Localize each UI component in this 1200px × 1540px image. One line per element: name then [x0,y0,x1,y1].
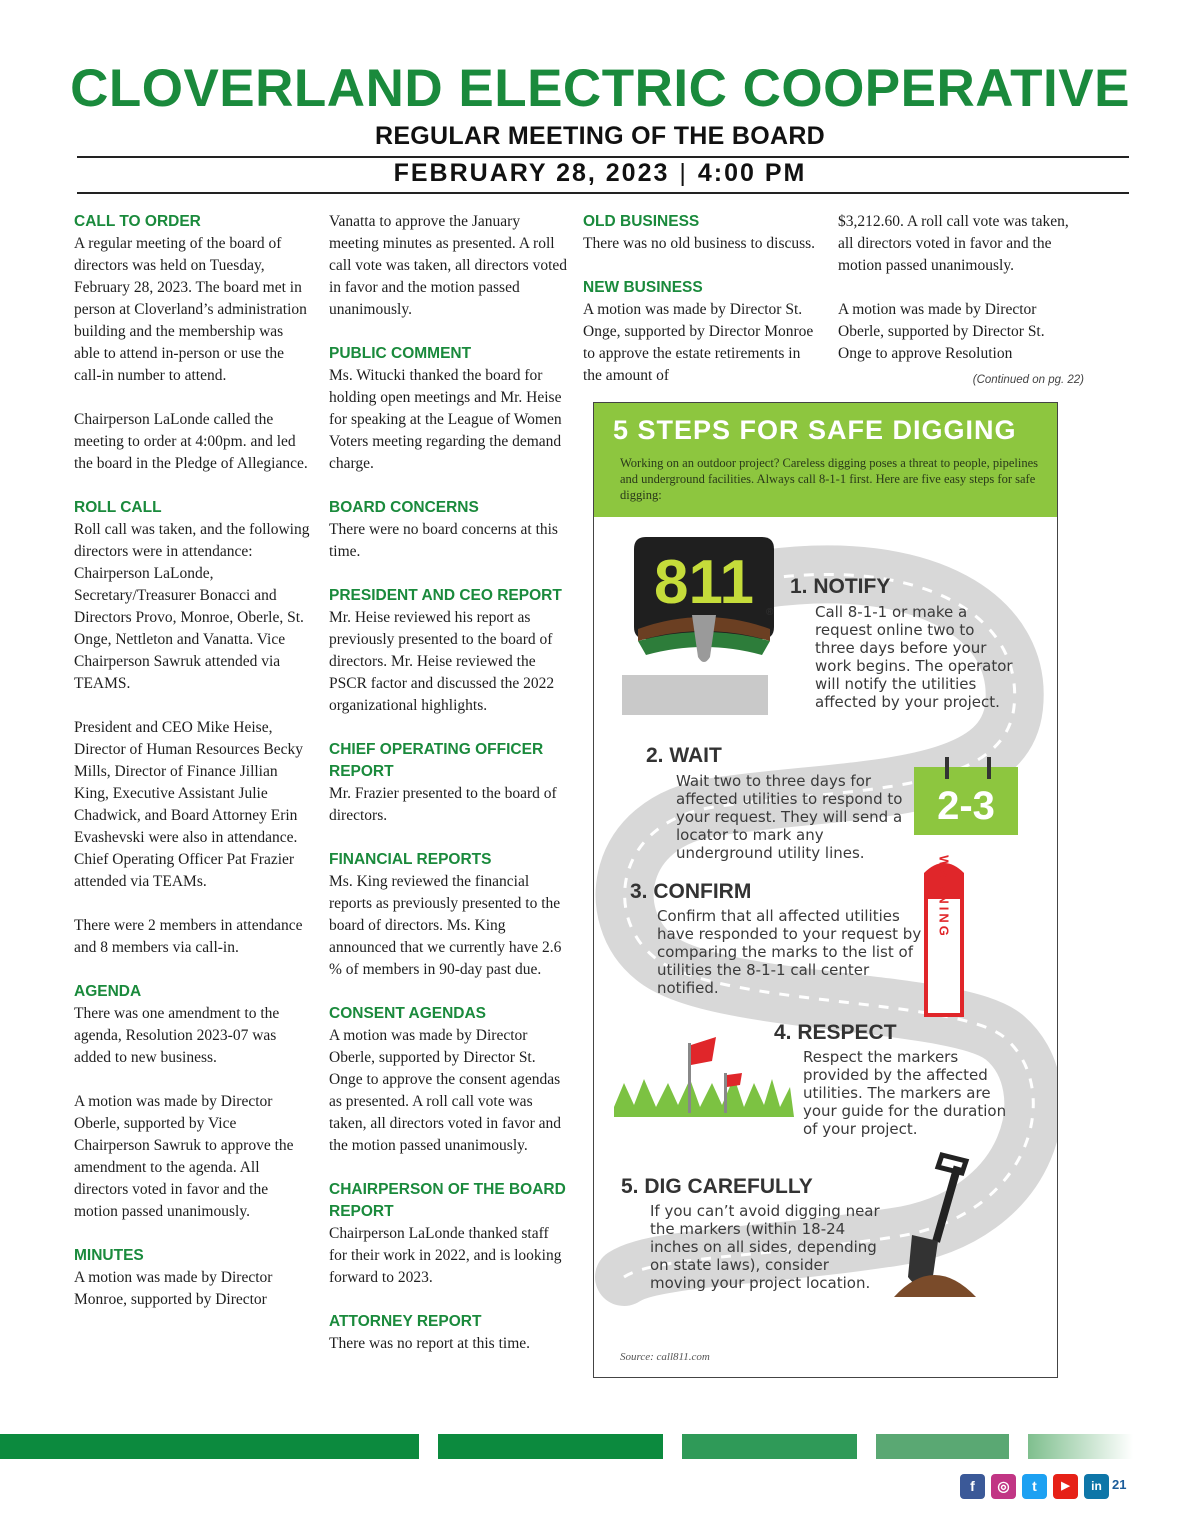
paragraph: Mr. Heise reviewed his report as previously presented to the board of directors. Mr. Heise reviewed the PSCR factor and discussed the 2022 organizational highlights. [329,609,555,714]
section-heading: BOARD CONCERNS [329,499,479,516]
calendar-icon [914,757,1018,835]
meeting-title: REGULAR MEETING OF THE BOARD [374,122,826,150]
step-5-text: If you can’t avoid digging near the markers (within 18-24 inches on all sides, depending on state laws), consider moving your project location. [650,1202,880,1292]
continued-note: (Continued on pg. 22) [972,374,1084,386]
meeting-date: FEBRUARY 28, 2023 [393,159,670,187]
page-number: 21 [1112,1477,1127,1492]
paragraph: A motion was made by Director Oberle, supported by Director St. Onge to approve the consent agendas as presented. A roll call vote was taken, all directors voted in favor and the motion passed unanimously. [329,1027,561,1154]
warning-marker-icon [924,855,964,1017]
column-1 [74,211,312,1311]
section-heading: FINANCIAL REPORTS [329,851,492,868]
meeting-time: 4:00 PM [697,159,807,187]
section-heading: ROLL CALL [74,499,162,516]
warning-marker-text: WARNING [936,855,952,939]
step-2-text: Wait two to three days for affected utilities to respond to your request. They will send a locator to mark any underground utility lines. [676,772,903,862]
paragraph: Vanatta to approve the January meeting minutes as presented. A roll call vote was taken, all directors voted in favor and the motion passed unanimously. [329,213,568,318]
step-1-title: 1. NOTIFY [790,575,891,598]
youtube-icon[interactable]: ▶ [1053,1474,1078,1499]
paragraph: A regular meeting of the board of directors was held on Tuesday, February 28, 2023. The board met in person at Cloverland’s administration building and the membership was able to attend in-person or use the call-in number to attend. [74,235,307,384]
step-4-title: 4. RESPECT [774,1021,897,1044]
section-heading: CALL TO ORDER [74,213,201,230]
column-3 [583,211,821,387]
811-logo-number: 811 [653,548,755,617]
paragraph: Mr. Frazier presented to the board of directors. [329,785,557,824]
paragraph: Ms. King reviewed the financial reports as previously presented to the board of directors. Ms. King announced that we currently have 2.6 % of members in 90-day past due. [329,873,562,978]
paragraph: There were 2 members in attendance and 8 members via call-in. [74,917,303,956]
paragraph: $3,212.60. A roll call vote was taken, all directors voted in favor and the motion passed unanimously. [838,213,1069,274]
instagram-icon[interactable]: ◎ [991,1474,1016,1499]
infographic-header [594,403,1057,517]
paragraph: A motion was made by Director St. Onge, supported by Director Monroe to approve the estate retirements in the amount of [583,301,814,384]
step-5-title: 5. DIG CAREFULLY [621,1175,813,1198]
section-heading: AGENDA [74,983,142,1000]
step-2-title: 2. WAIT [646,744,722,767]
section-heading: ATTORNEY REPORT [329,1313,482,1330]
footer-bar-2 [438,1434,663,1459]
paragraph: A motion was made by Director Monroe, supported by Director [74,1269,273,1308]
paragraph: Chairperson LaLonde called the meeting to order at 4:00pm. and led the board in the Pledge of Allegiance. [74,411,308,472]
column-4 [838,211,1076,365]
paragraph: There was one amendment to the agenda, Resolution 2023-07 was added to new business. [74,1005,280,1066]
flags-grass-icon [614,1037,794,1117]
section-heading: OLD BUSINESS [583,213,700,230]
section-heading: MINUTES [74,1247,144,1264]
safe-digging-infographic [593,402,1058,1378]
811-logo-registered: ® [766,607,774,618]
section-heading: CHIEF OPERATING OFFICER REPORT [329,741,544,780]
linkedin-icon[interactable]: in [1084,1474,1109,1499]
section-heading: PUBLIC COMMENT [329,345,472,362]
wait-days-badge: 2-3 [937,784,995,828]
facebook-icon[interactable]: f [960,1474,985,1499]
header-rule-top [77,156,1129,158]
column-2 [329,211,567,1355]
paragraph: Ms. Witucki thanked the board for holding open meetings and Mr. Heise for speaking at the League of Women Voters meeting regarding the demand charge. [329,367,562,472]
twitter-icon[interactable]: t [1022,1474,1047,1499]
logo-strip [622,675,768,715]
step-3-title: 3. CONFIRM [630,880,752,903]
paragraph: There was no old business to discuss. [583,235,816,252]
paragraph: There was no report at this time. [329,1335,531,1352]
infographic-source: Source: call811.com [620,1351,710,1363]
meeting-dateline [0,159,1200,188]
section-heading: PRESIDENT AND CEO REPORT [329,587,562,604]
811-logo-icon [634,537,774,662]
section-heading: CHAIRPERSON OF THE BOARD REPORT [329,1181,566,1220]
footer-bar-4 [876,1434,1009,1459]
section-heading: NEW BUSINESS [583,279,703,296]
infographic-title: 5 STEPS FOR SAFE DIGGING [613,415,1017,445]
step-4-text: Respect the markers provided by the affected utilities. The markers are your guide for the duration of your project. [803,1048,1007,1138]
publication-title: CLOVERLAND ELECTRIC COOPERATIVE [70,59,1130,118]
footer-bar-5 [1028,1434,1133,1459]
step-1-text: Call 8-1-1 or make a request online two to three days before your work begins. The operator will notify the utilities affected by your project. [815,603,1013,711]
paragraph: President and CEO Mike Heise, Director of Human Resources Becky Mills, Director of Finance Jillian King, Executive Assistant Julie Chadwick, and Board Attorney Erin Evashevski were also in attendance. Chief Operating Officer Pat Frazier attended via TEAMs. [74,719,303,890]
paragraph: Roll call was taken, and the following directors were in attendance: Chairperson LaLonde, Secretary/Treasurer Bonacci and Directors Provo, Monroe, Oberle, St. Onge, Nettleton and Vanatta. Vice Chairperson Sawruk attended via TEAMS. [74,521,310,692]
paragraph: A motion was made by Director Oberle, supported by Vice Chairperson Sawruk to approve the amendment to the agenda. All directors voted in favor and the motion passed unanimously. [74,1093,294,1220]
footer-bar-1 [0,1434,419,1459]
paragraph: There were no board concerns at this time. [329,521,558,560]
footer-bar-3 [682,1434,857,1459]
date-separator: | [679,159,688,187]
paragraph: Chairperson LaLonde thanked staff for their work in 2022, and is looking forward to 2023. [329,1225,562,1286]
paragraph: A motion was made by Director Oberle, supported by Director St. Onge to approve Resolution [838,301,1045,362]
step-3-text: Confirm that all affected utilities have responded to your request by comparing the marks to the list of utilities the 8-1-1 call center notified. [657,907,922,997]
section-heading: CONSENT AGENDAS [329,1005,487,1022]
infographic-intro: Working on an outdoor project? Careless digging poses a threat to people, pipelines and underground facilities. Always call 8-1-1 first. Here are five easy steps for safe digging: [620,456,1038,502]
header-rule-bottom [77,192,1129,194]
